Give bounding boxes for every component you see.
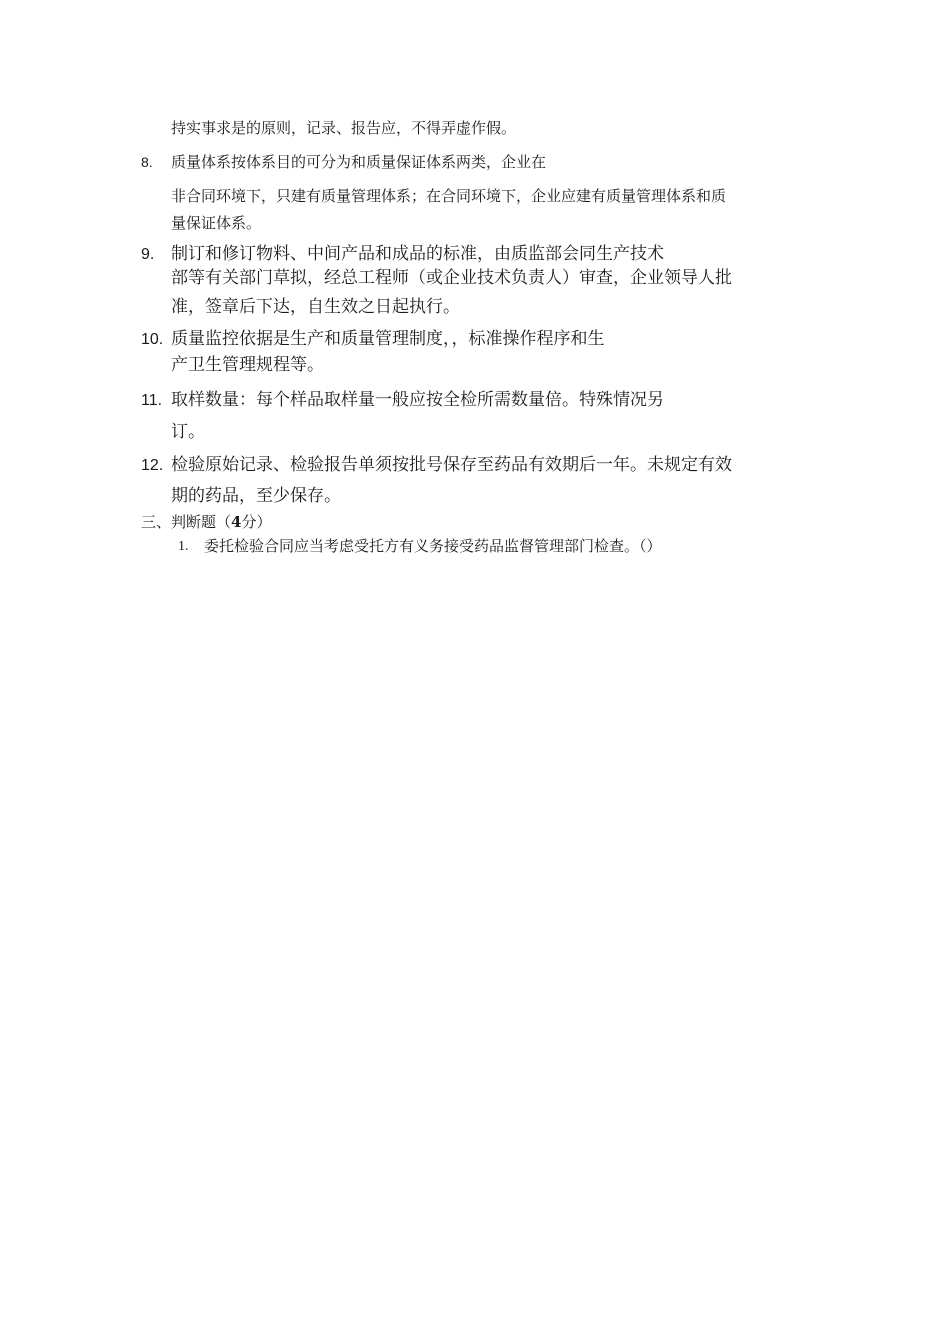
- item-number: 10.: [141, 331, 164, 348]
- section-heading-suffix: 分）: [241, 513, 272, 531]
- section-heading-prefix: 三、判断题（: [141, 513, 232, 531]
- item-7-continuation: 持实事求是的原则，记录、报告应，不得弄虚作假。: [171, 119, 517, 137]
- item-text-line: 产卫生管理规程等。: [171, 355, 324, 375]
- item-text-line: 制订和修订物料、中间产品和成品的标准，由质监部会同生产技术: [171, 244, 664, 264]
- item-text-line: 订。: [171, 422, 205, 442]
- section-heading: [141, 515, 271, 530]
- item-number: 9.: [141, 246, 155, 263]
- item-text-line: 非合同环境下，只建有质量管理体系；在合同环境下，企业应建有质量管理体系和质: [171, 187, 727, 205]
- item-text-line: 部等有关部门草拟，经总工程师（或企业技术负责人）审查，企业领导人批: [171, 268, 732, 288]
- question-number: 1.: [178, 539, 189, 554]
- section-points: 4: [231, 513, 242, 531]
- item-number: 8.: [141, 154, 153, 170]
- item-text-line: 检验原始记录、检验报告单须按批号保存至药品有效期后一年。未规定有效: [171, 455, 732, 475]
- question-text: 委托检验合同应当考虑受托方有义务接受药品监督管理部门检查。（）: [204, 537, 662, 555]
- item-text-line: 取样数量：每个样品取样量一般应按全检所需数量倍。特殊情况另: [171, 390, 664, 410]
- item-text-line: 质量监控依据是生产和质量管理制度，，标准操作程序和生: [171, 329, 605, 349]
- item-text-line: 期的药品，至少保存。: [171, 486, 341, 506]
- item-text-line: 准，签章后下达，自生效之日起执行。: [171, 297, 460, 317]
- item-text-line: 质量体系按体系目的可分为和质量保证体系两类，企业在: [171, 153, 547, 171]
- item-text-line: 量保证体系。: [171, 214, 262, 232]
- item-number: 11.: [141, 392, 163, 409]
- item-number: 12.: [141, 457, 164, 474]
